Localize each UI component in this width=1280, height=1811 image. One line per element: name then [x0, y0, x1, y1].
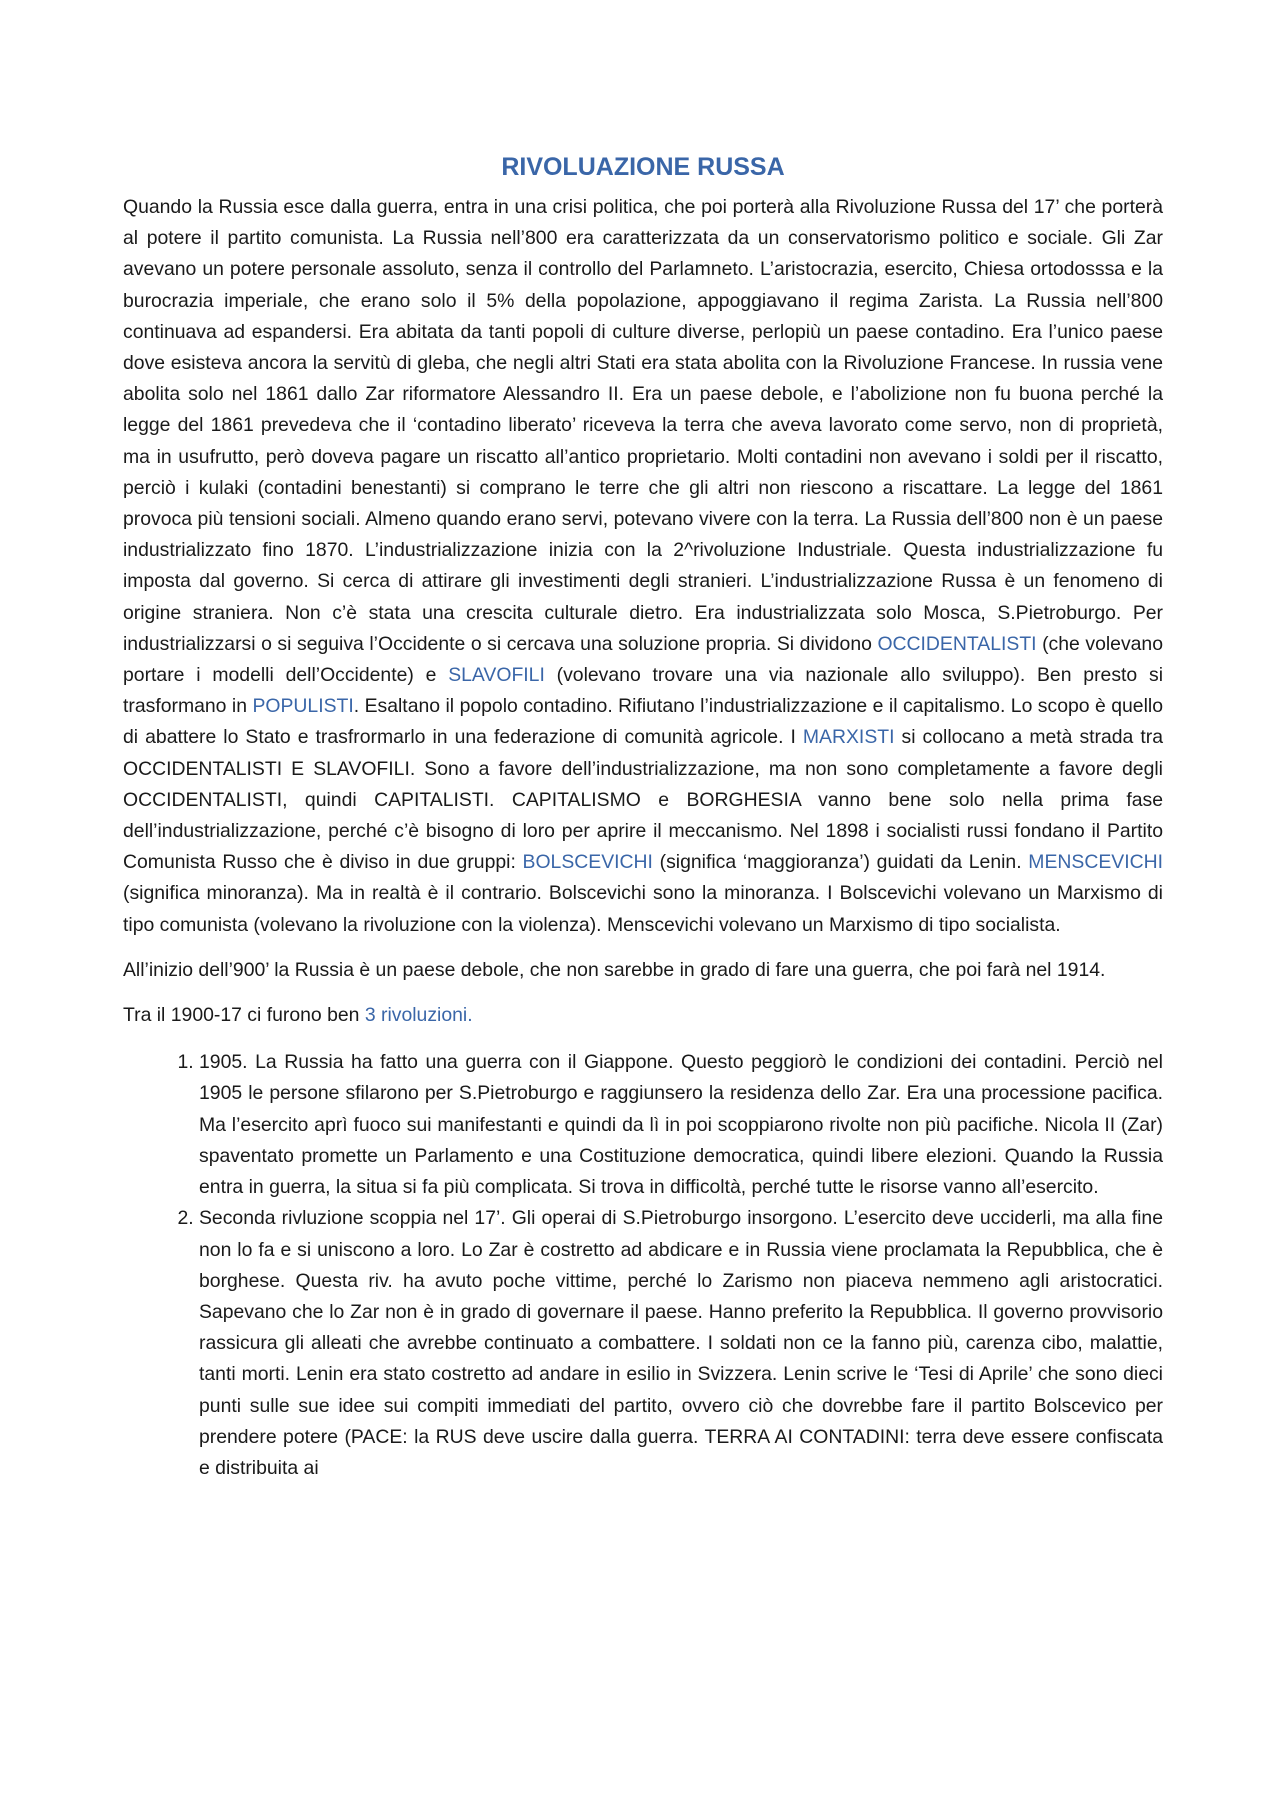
paragraph-intro: Quando la Russia esce dalla guerra, entra in una crisi politica, che poi porterà alla Rivoluzione Russa del 17’ che porterà al potere il partito comunista. La Russia nell’800 era caratterizzata da un conservatorismo politico e sociale. Gli Zar avevano un potere personale assoluto, senza il controllo del Parlamneto. L’aristocrazia, esercito, Chiesa ortodosssa e la burocrazia imperiale, che erano solo il 5% della popolazione, appoggiavano il regima Zarista. La Russia nell’800 continuava ad espandersi. Era abitata da tanti popoli di culture diverse, perlopiù un paese contadino. Era l’unico paese dove esisteva ancora la servitù di gleba, che negli altri Stati era stata abolita con la Rivoluzione Francese. In russia vene abolita solo nel 1861 dallo Zar riformatore Alessandro II. Era un paese debole, e l’abolizione non fu buona perché la legge del 1861 prevedeva che il ‘contadino liberato’ riceveva la terra che aveva lavorato come servo, non di proprietà, ma in usufrutto, però doveva pagare un riscatto all’antico proprietario. Molti contadini non avevano i soldi per il riscatto, perciò i kulaki (contadini benestanti) si comprano le terre che gli altri non riescono a riscattare. La legge del 1861 provoca più tensioni sociali. Almeno quando erano servi, potevano vivere con la terra. La Russia dell’800 non è un paese industrializzato fino 1870. L’industrializzazione inizia con la 2^rivoluzione Industriale. Questa industrializzazione fu imposta dal governo. Si cerca di attirare gli investimenti degli stranieri. L’industrializzazione Russa è un fenomeno di origine straniera. Non c’è stata una crescita culturale dietro. Era industrializzata solo Mosca, S.Pietroburgo. Per industrializzarsi o si seguiva l’Occidente o si cercava una soluzione propria. Si dividono OCCIDENTALISTI (che volevano portare i modelli dell’Occidente) e SLAVOFILI (volevano trovare una via nazionale allo sviluppo). Ben presto si trasformano in POPULISTI. Esaltano il popolo contadino. Rifiutano l’industrializzazione e il capitalismo. Lo scopo è quello di abattere lo Stato e trasfrormarlo in una federazione di comunità agricole. I MARXISTI si collocano a metà strada tra OCCIDENTALISTI E SLAVOFILI. Sono a favore dell’industrializzazione, ma non sono completamente a favore degli OCCIDENTALISTI, quindi CAPITALISTI. CAPITALISMO e BORGHESIA vanno bene solo nella prima fase dell’industrializzazione, perché c’è bisogno di loro per aprire il meccanismo. Nel 1898 i socialisti russi fondano il Partito Comunista Russo che è diviso in due gruppi: BOLSCEVICHI (significa ‘maggioranza’) guidati da Lenin. MENSCEVICHI (significa minoranza). Ma in realtà è il contrario. Bolscevichi sono la minoranza. I Bolscevichi volevano un Marxismo di tipo comunista (volevano la rivoluzione con la violenza). Menscevichi volevano un Marxismo di tipo socialista.: [123, 196, 1164, 936]
term-3-rivoluzioni: 3 rivoluzioni.: [364, 1004, 473, 1027]
document-page: [123, 150, 1163, 1484]
term-menscevichi: MENSCEVICHI: [1028, 851, 1163, 874]
paragraph-revolutions: Tra il 1900-17 ci furono ben 3 rivoluzioni.: [123, 1004, 473, 1027]
page-title: RIVOLUAZIONE RUSSA: [501, 153, 785, 181]
list-item: 2. Seconda rivluzione scoppia nel 17’. Gli operai di S.Pietroburgo insorgono. L’esercito deve ucciderli, ma alla fine non lo fa e si uniscono a loro. Lo Zar è costretto ad abdicare e in Russia viene proclamata la Repubblica, che è borghese. Questa riv. ha avuto poche vittime, perché lo Zarismo non piaceva nemmeno agli aristocratici. Sapevano che lo Zar non è in grado di governare il paese. Hanno preferito la Repubblica. Il governo provvisorio rassicura gli alleati che avrebbe continuato a combattere. I soldati non ce la fanno più, carenza cibo, malattie, tanti morti. Lenin era stato costretto ad andare in esilio in Svizzera. Lenin scrive le ‘Tesi di Aprile’ che sono dieci punti sulle sue idee sui compiti immediati del partito, ovvero ciò che dovrebbe fare il partito Bolscevico per prendere potere (PACE: la RUS deve uscire dalla guerra. TERRA AI CONTADINI: terra deve essere confiscata e distribuita ai: [199, 1203, 1163, 1484]
revolutions-list: [123, 1047, 1163, 1484]
term-marxisti: MARXISTI: [802, 726, 895, 749]
paragraph-900: All’inizio dell’900’ la Russia è un paese debole, che non sarebbe in grado di fare una guerra, che poi farà nel 1914.: [123, 958, 1106, 981]
term-occidentalisti: OCCIDENTALISTI: [877, 632, 1037, 655]
term-populisti: POPULISTI: [252, 695, 354, 718]
term-bolscevichi: BOLSCEVICHI: [522, 851, 653, 874]
list-item: 1. 1905. La Russia ha fatto una guerra con il Giappone. Questo peggiorò le condizioni dei contadini. Perciò nel 1905 le persone sfilarono per S.Pietroburgo e raggiunsero la residenza dello Zar. Era una processione pacifica. Ma l’esercito aprì fuoco sui manifestanti e quindi da lì in poi scoppiarono rivolte non più pacifiche. Nicola II (Zar) spaventato promette un Parlamento e una Costituzione democratica, quindi libere elezioni. Quando la Russia entra in guerra, la situa si fa più complicata. Si trova in difficoltà, perché tutte le risorse vanno all’esercito.: [199, 1047, 1163, 1203]
term-slavofili: SLAVOFILI: [448, 664, 545, 687]
